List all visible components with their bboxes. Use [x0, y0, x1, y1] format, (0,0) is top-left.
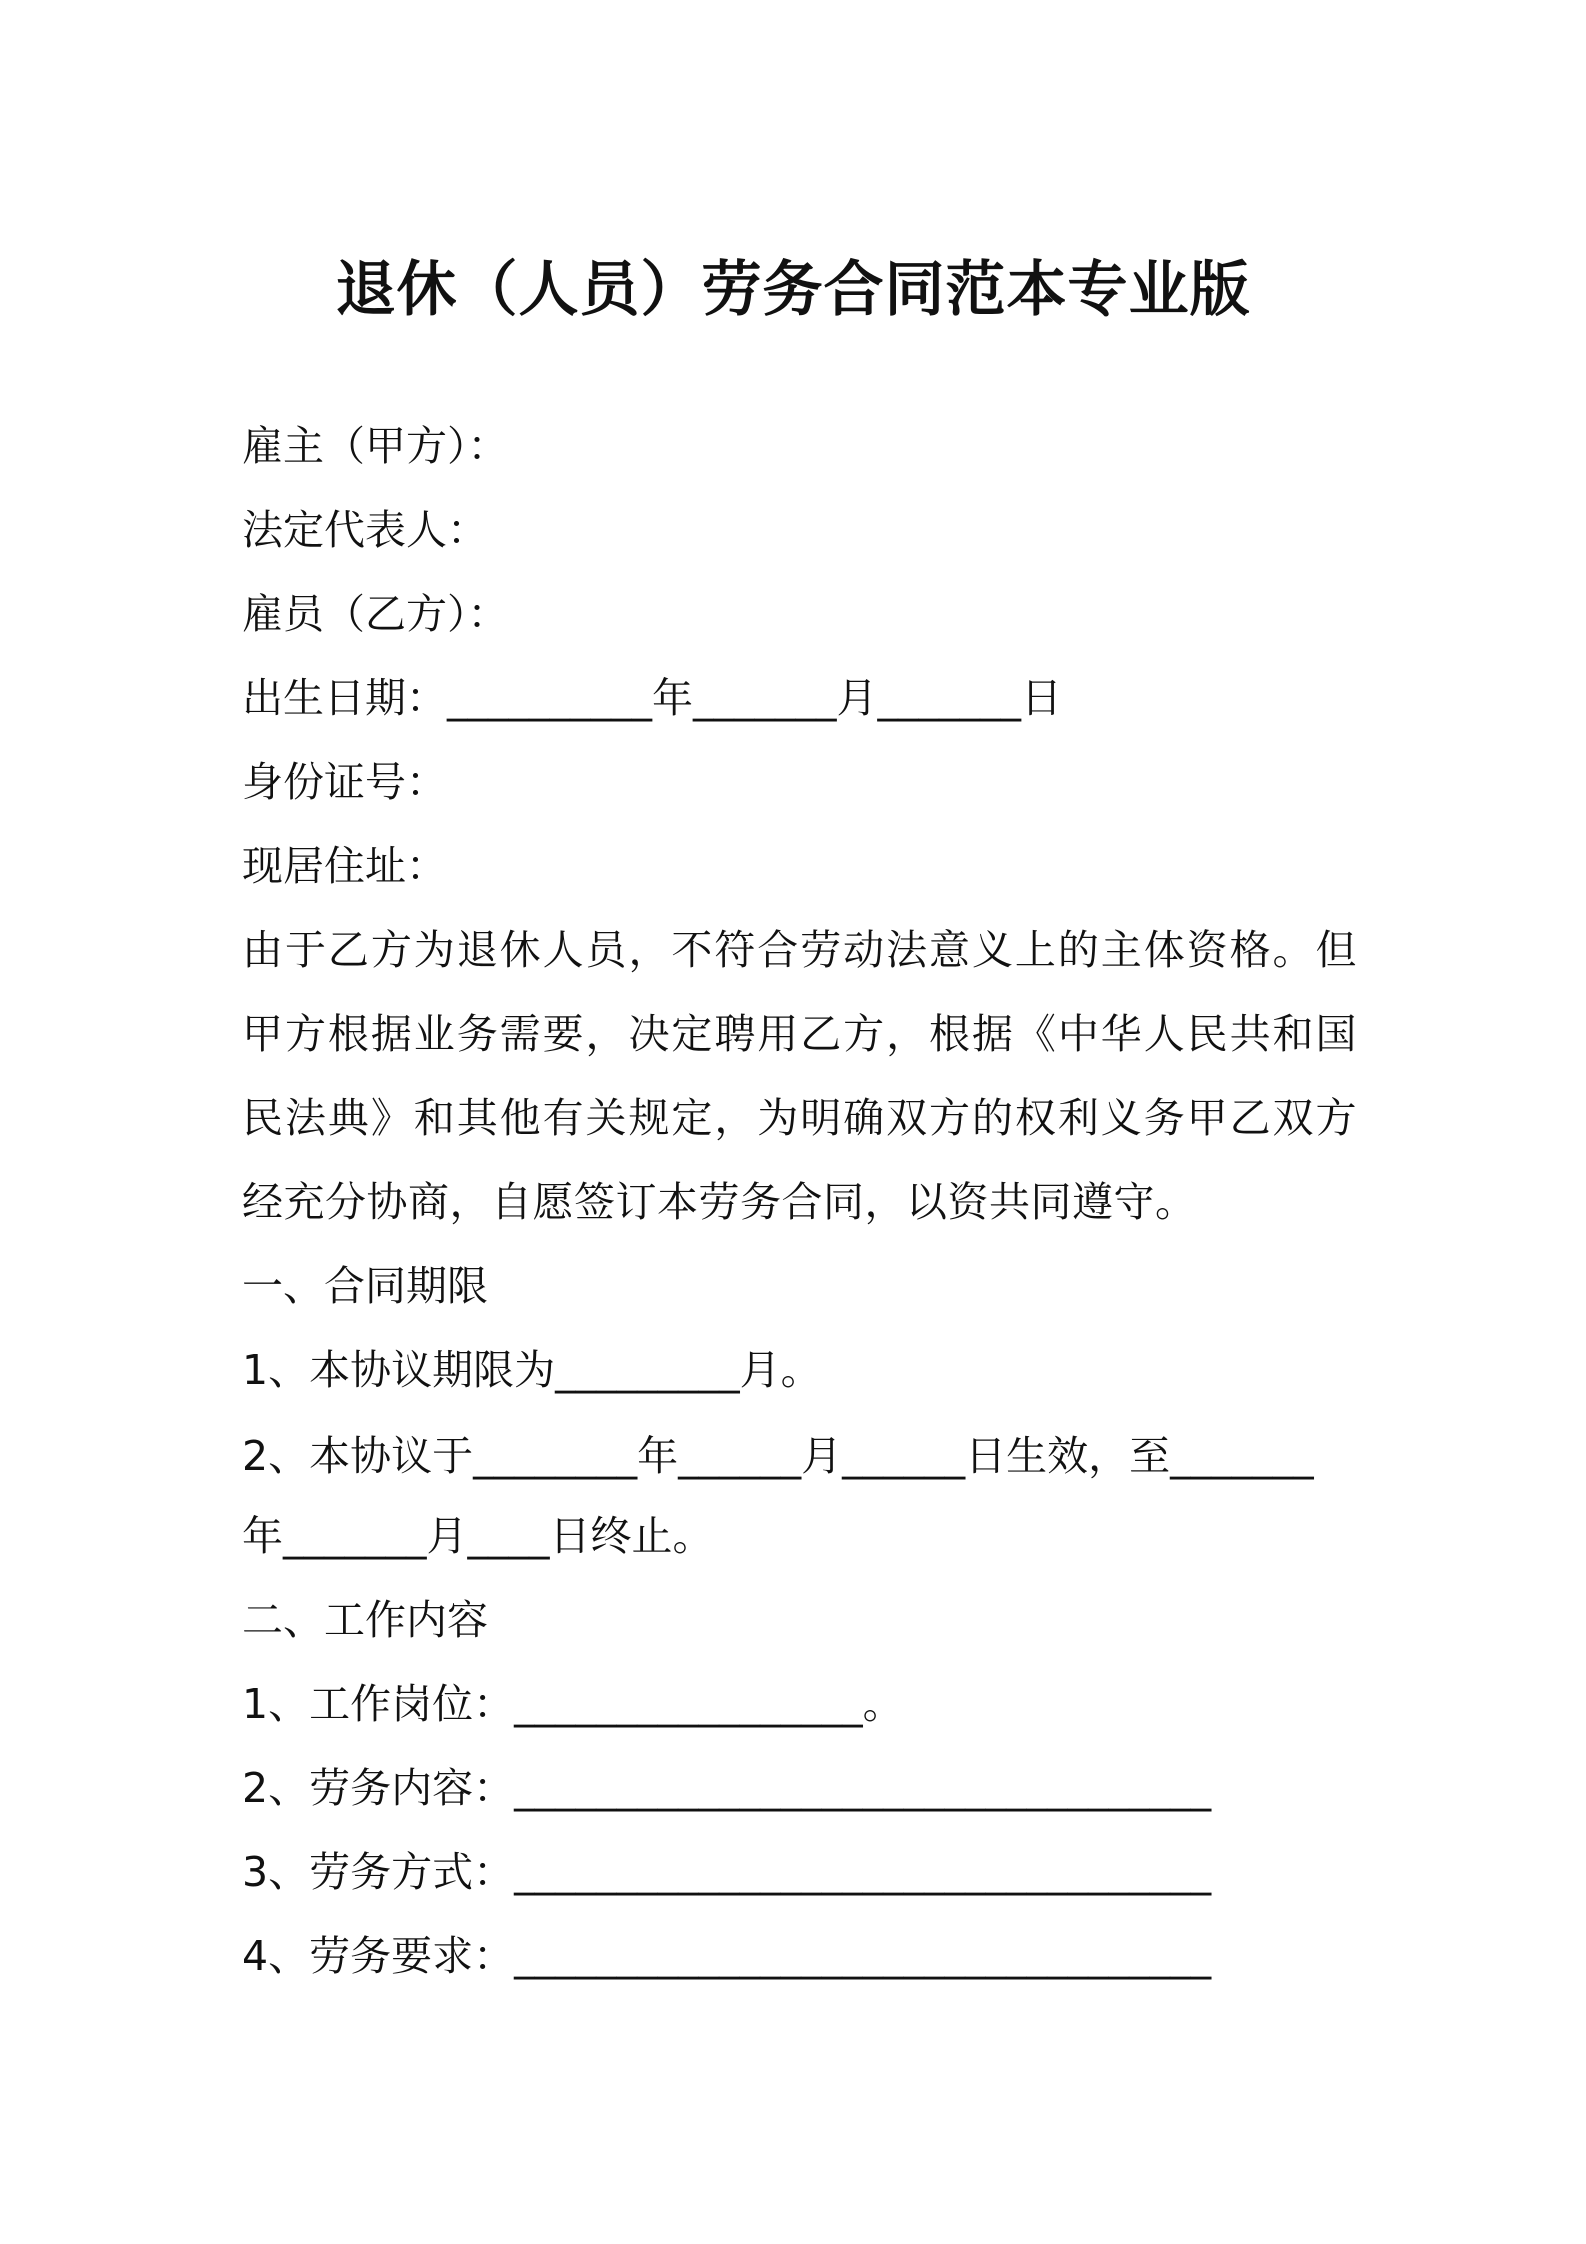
- term-duration-clause: 1、本协议期限为_________月。: [242, 1346, 822, 1394]
- preamble-paragraph: 由于乙方为退休人员，不符合劳动法意义上的主体资格。但甲方根据业务需要，决定聘用乙方，根据《中华人民共和国民法典》和其他有关规定，为明确双方的权利义务甲乙双方经充分协商，自愿签订本劳务合同，以资共同遵守。: [242, 926, 1357, 1226]
- birth-date-field: 出生日期：__________年_______月_______日: [242, 674, 1062, 722]
- employer-field: 雇主（甲方）：: [242, 422, 509, 470]
- job-position-clause: 1、工作岗位：_________________。: [242, 1680, 904, 1728]
- effective-date-clause-line-2: 年_______月____日终止。: [242, 1512, 714, 1560]
- document-title: 退休（人员）劳务合同范本专业版: [335, 255, 1251, 325]
- employee-field: 雇员（乙方）：: [242, 590, 509, 638]
- effective-date-clause-line-1: 2、本协议于________年______月______日生效，至_______: [242, 1432, 1314, 1480]
- legal-representative-field: 法定代表人：: [242, 506, 488, 554]
- section-1-heading: 一、合同期限: [242, 1262, 488, 1310]
- address-field: 现居住址：: [242, 842, 447, 890]
- section-2-heading: 二、工作内容: [242, 1596, 488, 1644]
- id-number-field: 身份证号：: [242, 758, 447, 806]
- service-method-clause: 3、劳务方式：__________________________________: [242, 1848, 1212, 1896]
- service-content-clause: 2、劳务内容：__________________________________: [242, 1764, 1212, 1812]
- service-requirements-clause: 4、劳务要求：__________________________________: [242, 1932, 1212, 1980]
